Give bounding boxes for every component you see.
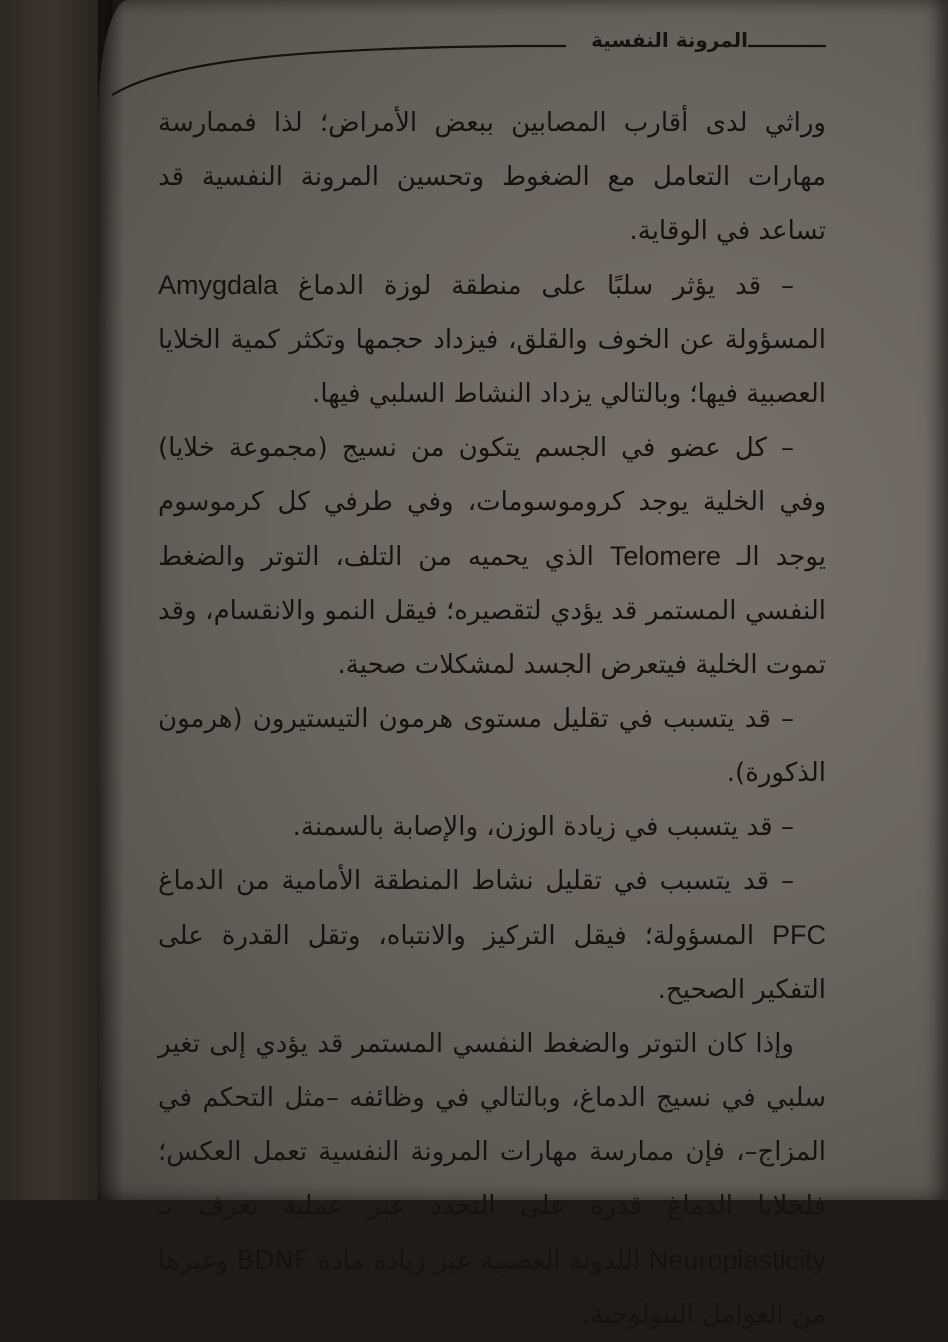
paragraph-text: – قد يتسبب في زيادة الوزن، والإصابة بالسمنة.	[292, 812, 794, 842]
bullet-paragraph	[158, 800, 826, 854]
running-head: المرونة النفسية	[591, 28, 748, 52]
latin-term: Neuroplasticity	[648, 1245, 826, 1275]
header-rule	[0, 0, 948, 100]
bullet-paragraph	[158, 692, 826, 800]
paragraph-text: – قد يتسبب في تقليل نشاط المنطقة الأمامية من الدماغ	[158, 866, 794, 896]
bullet-paragraph	[158, 258, 826, 421]
paragraph-text: الذي يحميه من التلف، التوتر والضغط النفسي المستمر قد يؤدي لتقصيره؛ فيقل النمو والانقسام، وقد تموت الخلية فيتعرض الجسد لمشكلات صحية.	[158, 542, 826, 680]
latin-term: Telomere	[609, 541, 721, 571]
latin-term: Amygdala	[158, 270, 279, 300]
paragraph-text: – كل عضو في الجسم يتكون من نسيج (مجموعة خلايا) وفي الخلية يوجد كروموسومات، وفي طرفي كل كرموسوم يوجد الـ	[158, 433, 826, 572]
paragraph-text: المسؤولة؛ فيقل التركيز والانتباه، وتقل القدرة على التفكير الصحيح.	[158, 921, 826, 1005]
paragraph-text: – قد يؤثر سلبًا على منطقة لوزة الدماغ	[278, 271, 794, 301]
body-text	[158, 96, 826, 1342]
paragraph	[158, 1017, 826, 1342]
bullet-paragraph	[158, 854, 826, 1017]
paragraph-text: وإذا كان التوتر والضغط النفسي المستمر قد يؤدي إلى تغير سلبي في نسيج الدماغ، وبالتالي في وظائفه –مثل التحكم في المزاج–، فإن ممارسة مهارات المرونة النفسية تعمل العكس؛ فلخلايا الدماغ قدرة على التجدد عبر عملية تعرف بـ	[158, 1029, 826, 1221]
latin-term: PFC	[772, 920, 826, 950]
paragraph	[158, 96, 826, 258]
paragraph-text: وراثي لدى أقارب المصابين ببعض الأمراض؛ لذا فممارسة مهارات التعامل مع الضغوط وتحسين المرونة النفسية قد تساعد في الوقاية.	[158, 108, 826, 246]
facing-page	[0, 0, 112, 1200]
paragraph-text: اللدونة العصبية عبر زيادة مادة BDNF وغيرها من العوامل البيولوجية.	[158, 1246, 826, 1330]
bullet-paragraph	[158, 421, 826, 692]
paragraph-text: المسؤولة عن الخوف والقلق، فيزداد حجمها وتكثر كمية الخلايا العصبية فيها؛ وبالتالي يزداد النشاط السلبي فيها.	[158, 325, 826, 409]
paragraph-text: – قد يتسبب في تقليل مستوى هرمون التيستيرون (هرمون الذكورة).	[158, 704, 826, 788]
page-gutter-shadow	[98, 0, 124, 1200]
